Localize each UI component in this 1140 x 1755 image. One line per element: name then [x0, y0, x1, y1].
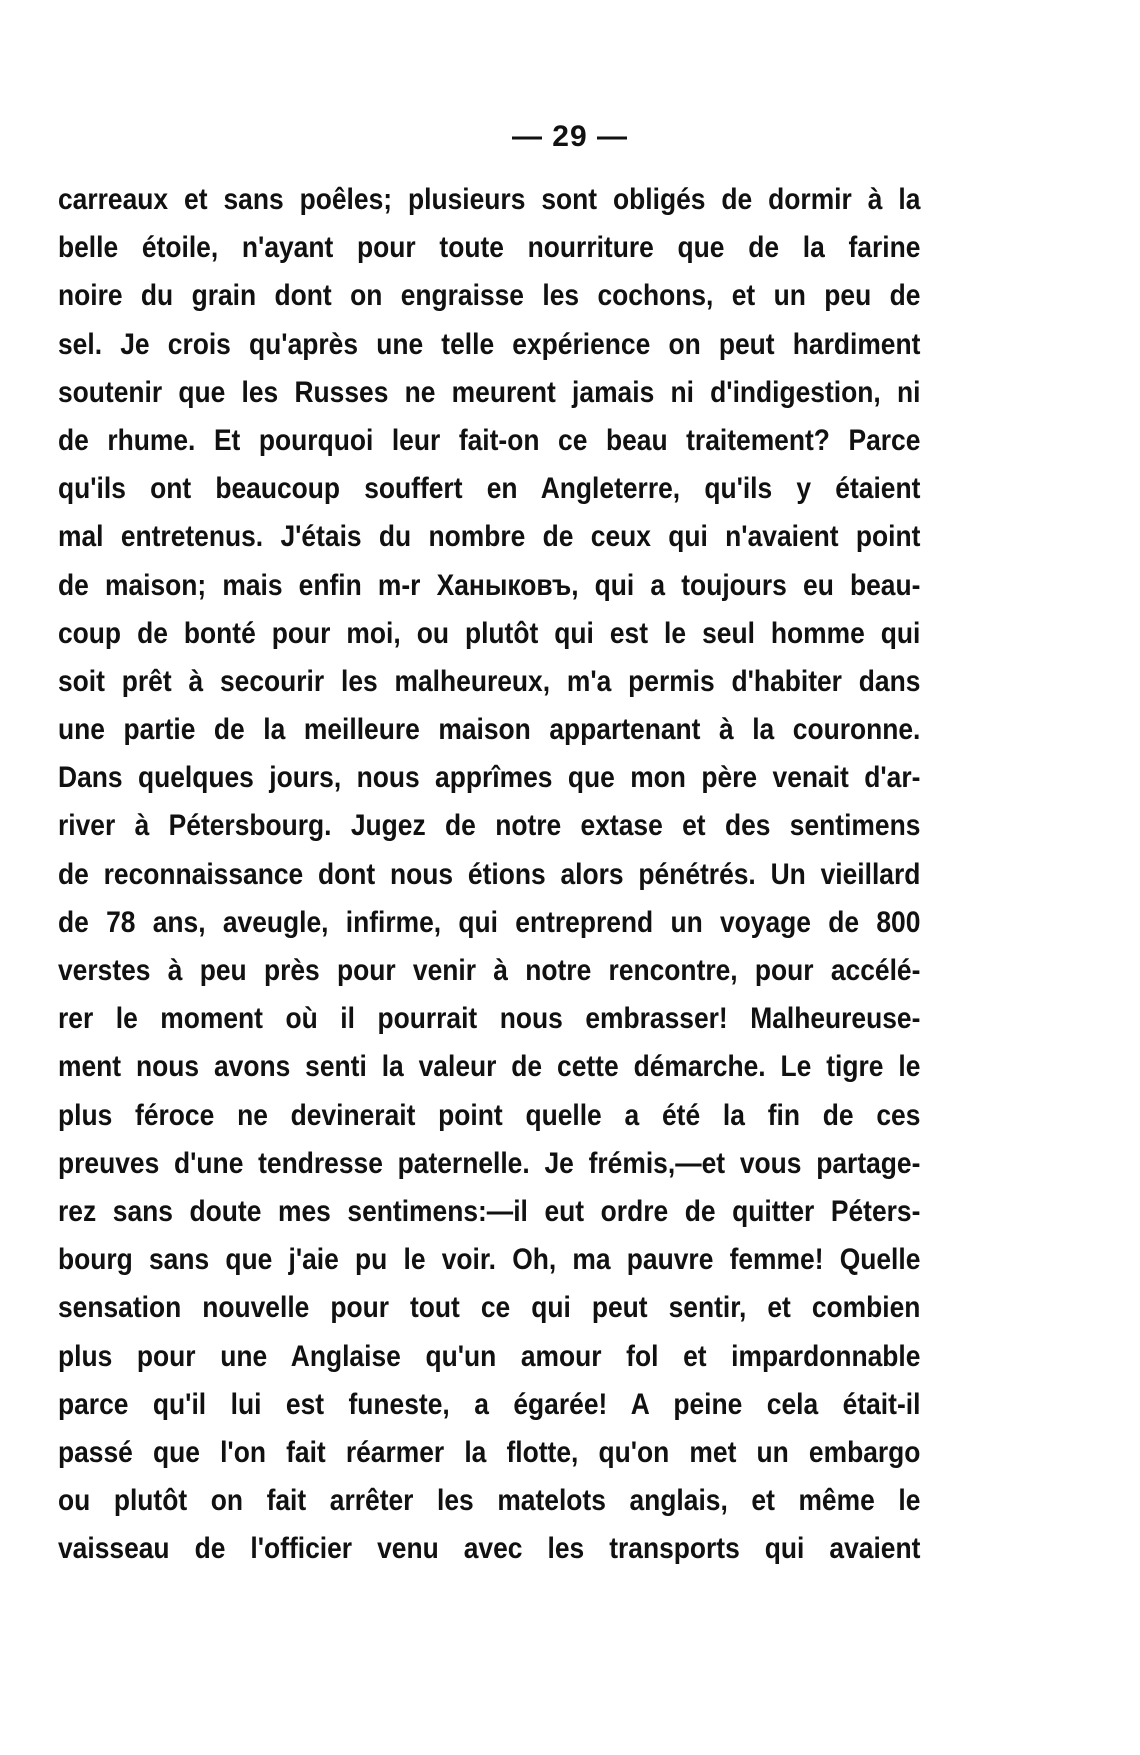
text-line: rer le moment où il pourrait nous embrasser! Malheureuse- [58, 1002, 921, 1036]
text-line: river à Pétersbourg. Jugez de notre extase et des sentimens [58, 809, 921, 843]
text-line: de reconnaissance dont nous étions alors pénétrés. Un vieillard [58, 857, 921, 891]
text-line: mal entretenus. J'étais du nombre de ceux qui n'avaient point [58, 520, 921, 554]
text-line: verstes à peu près pour venir à notre rencontre, pour accélé- [58, 954, 921, 987]
text-line: ment nous avons senti la valeur de cette démarche. Le tigre le [58, 1050, 921, 1084]
text-line: preuves d'une tendresse paternelle. Je frémis,—et vous partage- [58, 1146, 921, 1180]
text-line: sel. Je crois qu'après une telle expérience on peut hardiment [58, 327, 921, 361]
text-line: de maison; mais enfin m-r Ханыковъ, qui a toujours eu beau- [58, 568, 921, 602]
text-line: bourg sans que j'aie pu le voir. Oh, ma pauvre femme! Quelle [58, 1243, 921, 1277]
text-line: soutenir que les Russes ne meurent jamais ni d'indigestion, ni [58, 375, 921, 409]
text-line: de 78 ans, aveugle, infirme, qui entreprend un voyage de 800 [58, 905, 921, 939]
text-line: ou plutôt on fait arrêter les matelots anglais, et même le [58, 1484, 921, 1518]
text-line: Dans quelques jours, nous apprîmes que mon père venait d'ar- [58, 761, 921, 795]
text-line: parce qu'il lui est funeste, a égarée! A peine cela était-il [58, 1387, 921, 1421]
text-line: belle étoile, n'ayant pour toute nourriture que de la farine [58, 231, 921, 265]
text-line: sensation nouvelle pour tout ce qui peut sentir, et combien [58, 1291, 921, 1325]
text-line: qu'ils ont beaucoup souffert en Angleterre, qu'ils y étaient [58, 472, 921, 506]
text-line: noire du grain dont on engraisse les cochons, et un peu de [58, 279, 921, 313]
text-line: passé que l'on fait réarmer la flotte, qu'on met un embargo [58, 1435, 921, 1469]
text-line: soit prêt à secourir les malheureux, m'a permis d'habiter dans [58, 664, 921, 698]
page-number: — 29 — [511, 120, 629, 153]
text-line: vaisseau de l'officier venu avec les transports qui avaient [58, 1532, 921, 1566]
text-line: de rhume. Et pourquoi leur fait-on ce beau traitement? Parce [58, 423, 921, 457]
text-line: carreaux et sans poêles; plusieurs sont obligés de dormir à la [58, 183, 921, 216]
text-line: plus féroce ne devinerait point quelle a été la fin de ces [58, 1098, 921, 1132]
text-line: une partie de la meilleure maison appartenant à la couronne. [58, 713, 921, 747]
body-text [58, 176, 920, 1573]
text-line: plus pour une Anglaise qu'un amour fol et impardonnable [58, 1339, 921, 1373]
text-line: coup de bonté pour moi, ou plutôt qui est le seul homme qui [58, 616, 921, 650]
text-line: rez sans doute mes sentimens:—il eut ordre de quitter Péters- [58, 1194, 921, 1228]
